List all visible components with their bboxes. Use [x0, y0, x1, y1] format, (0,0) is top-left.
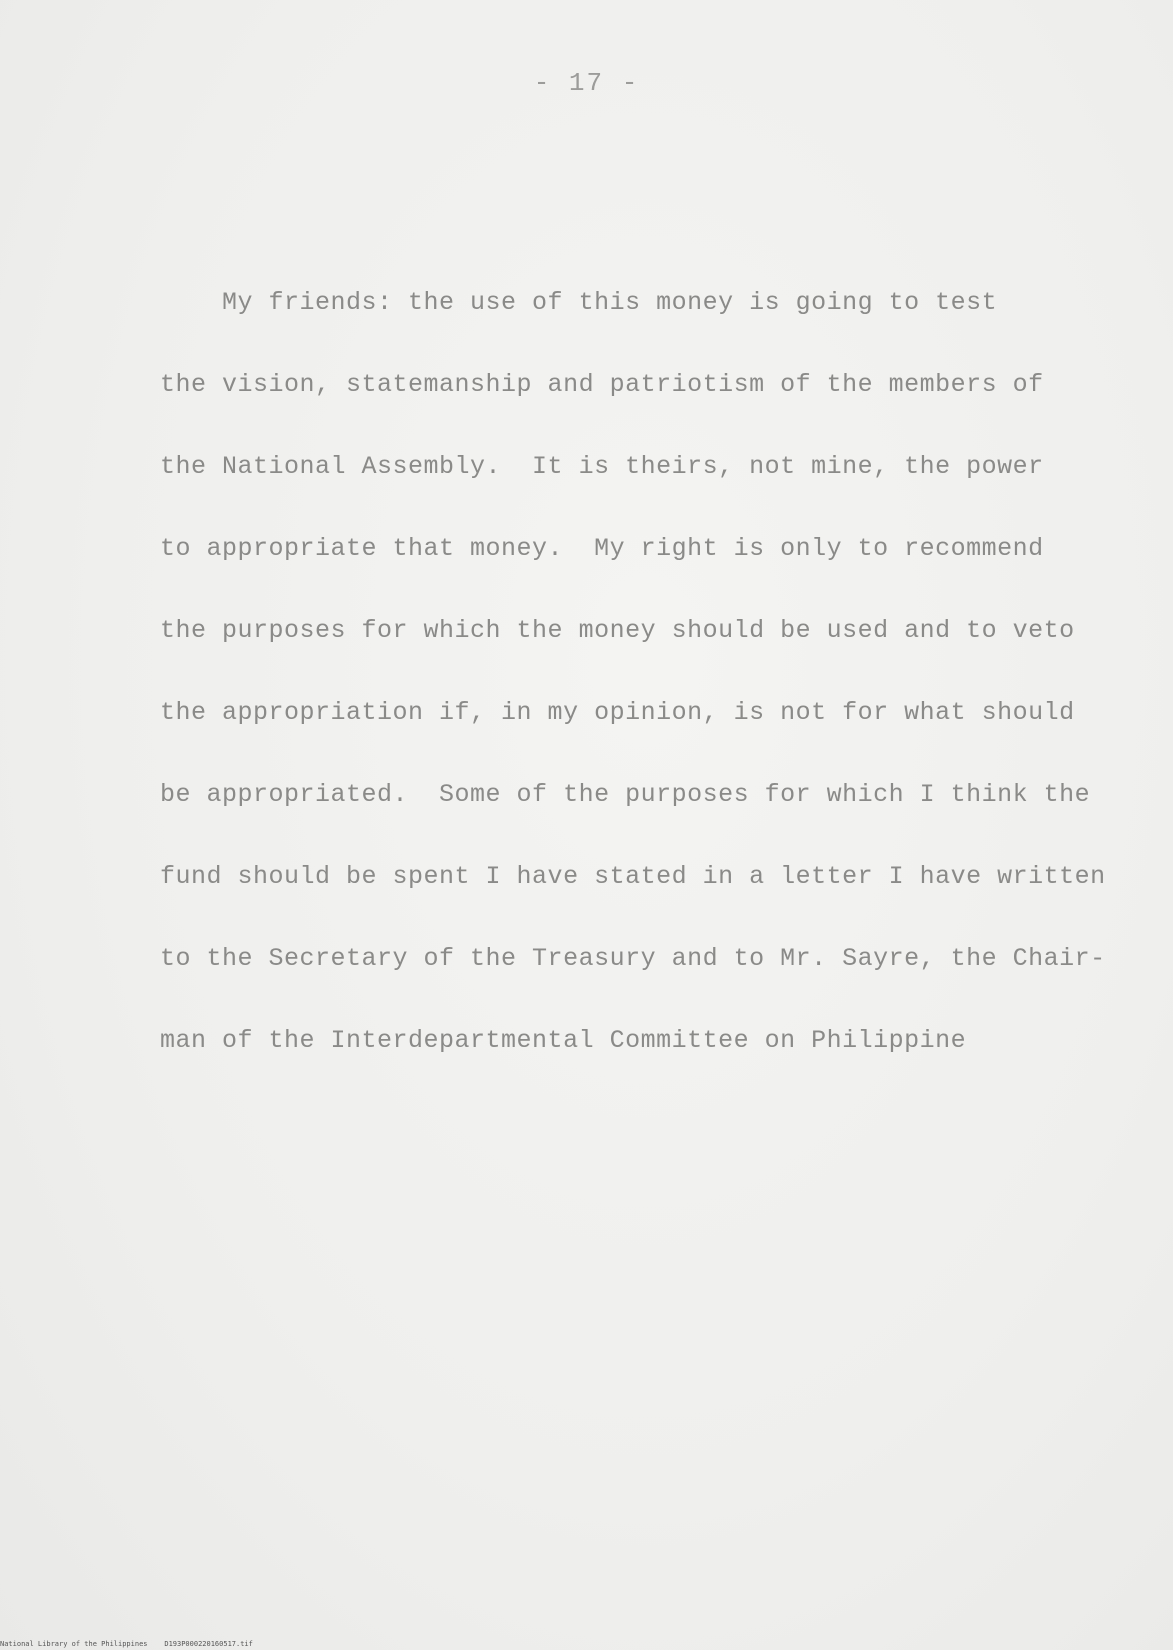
text-line: the vision, statemanship and patriotism of the members of — [160, 370, 1044, 399]
page-number: - 17 - — [533, 68, 640, 98]
text-line: man of the Interdepartmental Committee on Philippine — [160, 1026, 967, 1055]
text-line: the National Assembly. It is theirs, not mine, the power — [160, 452, 1044, 481]
scan-footer-label: National Library of the Philippines D193P000220160517.tif — [0, 1640, 253, 1648]
text-line: be appropriated. Some of the purposes for which I think the — [160, 780, 1091, 809]
text-line: fund should be spent I have stated in a letter I have written — [160, 862, 1106, 891]
text-line: the appropriation if, in my opinion, is not for what should — [160, 698, 1075, 727]
text-line: My friends: the use of this money is going to test — [160, 288, 998, 317]
text-line: to appropriate that money. My right is only to recommend — [160, 534, 1044, 563]
text-line: to the Secretary of the Treasury and to Mr. Sayre, the Chair- — [160, 944, 1106, 973]
text-line: the purposes for which the money should be used and to veto — [160, 616, 1075, 645]
